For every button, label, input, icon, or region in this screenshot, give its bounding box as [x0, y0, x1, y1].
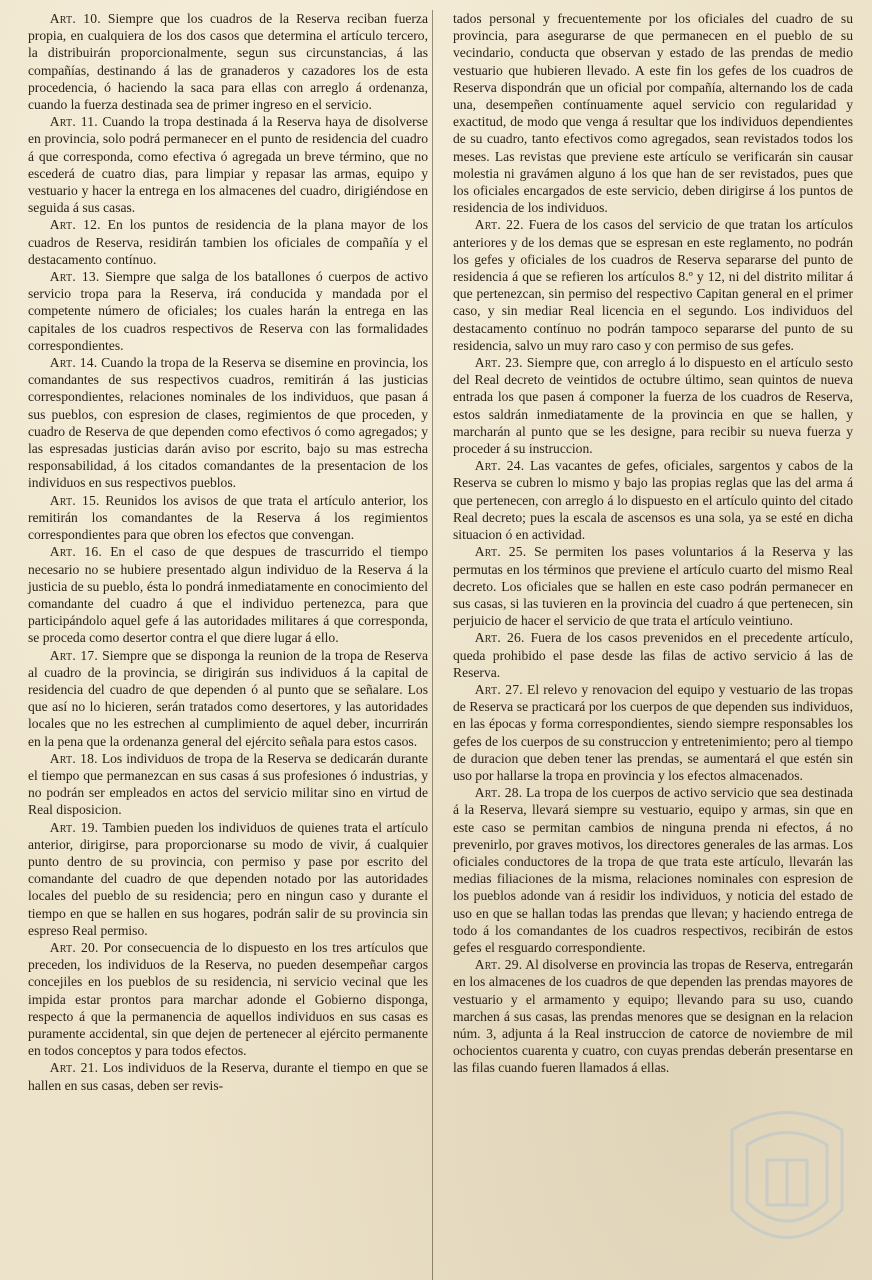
- article-number: Art. 10.: [49, 11, 101, 26]
- article-number: Art. 23.: [474, 355, 523, 371]
- article-text: tados personal y frecuentemente por los oficiales del cuadro de su provincia, para asegurarse de que permanecen en el pueblo de su vecindario, conducta que observan y estado de las prendas de medio vestuario que hubieren llevado. A este fin los gefes de los cuadros de Reserva dispondrán que un oficial por compañía, alternando los de cada una, desempeñen contínuamente aquel servicio con regularidad y exactitud, de modo que venga á resultar que los individuos dependientes de su cuadro, tanto efectivos como agregados, sean revistados todos los meses. Las revistas que previene este artículo se verificarán sin causar molestia ni gravámen alguno á los que han de ser revistados, pues que los oficiales encargados de este servicio, deben dirigirse á los puntos de residencia de los individuos.: [453, 11, 853, 216]
- article-number: Art. 22.: [474, 217, 524, 233]
- article-paragraph: [28, 492, 428, 544]
- article-paragraph: [28, 939, 428, 1059]
- article-number: Art. 16.: [49, 544, 102, 560]
- article-paragraph: [28, 216, 428, 268]
- article-paragraph: [453, 681, 853, 784]
- article-text: Los individuos de la Reserva, durante el tiempo en que se hallen en sus casas, deben ser revis-: [28, 1060, 428, 1093]
- article-paragraph: [28, 113, 428, 216]
- article-number: Art. 13.: [49, 269, 100, 285]
- article-number: Art. 19.: [49, 819, 99, 835]
- article-text: Cuando la tropa destinada á la Reserva haya de disolverse en provincia, solo podrá permanecer en el punto de residencia del cuadro á que corresponda, como efectiva ó agregada un breve término, que no escederá de cuatro dias, para limpiar y repasar las armas, equipo y vestuario y hacer la entrega en los almacenes del cuadro, dirigiéndose en seguida á sus casas.: [28, 114, 428, 216]
- article-paragraph: [453, 216, 853, 354]
- article-paragraph: [453, 543, 853, 629]
- article-paragraph: [28, 268, 428, 354]
- article-paragraph: [453, 629, 853, 681]
- article-paragraph: [453, 457, 853, 543]
- right-column: [451, 10, 853, 1280]
- article-text: Por consecuencia de lo dispuesto en los tres artículos que preceden, los individuos de la Reserva, no pueden desempeñar cargos concejiles en los pueblos de su residencia, ni servicio vecinal que les impida estar prontos para marchar adonde el Gobierno disponga, respecto á que la permanencia de aquellos individuos en sus casas es puramente accidental, sin que dejen de pertenecer al ejército permanente en todos conceptos y para todos efectos.: [28, 939, 428, 1059]
- article-paragraph: [453, 354, 853, 457]
- article-paragraph: [28, 1059, 428, 1093]
- article-paragraph: [453, 956, 853, 1076]
- article-text: Reunidos los avisos de que trata el artículo anterior, los remitirán los comandantes de la Reserva á los regimientos correspondientes para que obren los efectos que convengan.: [28, 492, 429, 543]
- article-text: Cuando la tropa de la Reserva se disemine en provincia, los comandantes de sus respectivos cuadros, remitirán á las justicias correspondientes, relaciones nominales de los individuos, que pasan á sus pueblos, con espresion de clases, regimientos de que proceden, y cuadro de Reserva de que dependen como efectivos ó como agregados; y las espresadas justicias darán aviso por escrito, bajo su mas estrecha responsabilidad, á los citados comandantes de la presentacion de los individuos en sus respectivos pueblos.: [28, 355, 428, 491]
- article-text: Al disolverse en provincia las tropas de Reserva, entregarán en los almacenes de los cuadros de que dependen las prendas mayores de vestuario y el armamento y equipo; llevando para su uso, cuando marchen á sus casas, las prendas menores que se designan en la relacion núm. 3, adjunta á la Real instruccion de catorce de noviembre de mil ochocientos cuarenta y cuatro, con cuyas prendas deberán presentarse en las filas cuando fueren llamados á ellas.: [453, 957, 853, 1076]
- article-number: Art. 28.: [474, 785, 523, 801]
- article-number: Art. 12.: [49, 217, 101, 233]
- article-paragraph: [453, 10, 853, 216]
- article-text: Fuera de los casos del servicio de que tratan los artículos anteriores y de los demas que se espresan en este reglamento, no podrán los gefes y oficiales de los cuadros de Reserva separarse del punto de residencia á que se refieren los artículos 8.º y 12, ni del distrito militar á que pertenezcan, sin permiso del respectivo Capitan general en el primer caso, y sin mediar Real licencia en el segundo. Los individuos del destacamento contínuo no podrán tampoco separarse del punto de su residencia, salvo un muy raro caso y con permiso de sus gefes.: [453, 217, 853, 353]
- article-paragraph: [28, 10, 428, 113]
- article-number: Art. 26.: [474, 630, 525, 646]
- article-text: En los puntos de residencia de la plana mayor de los cuadros de Reserva, residirán tambien los oficiales de compañía y el destacamento contínuo.: [28, 217, 428, 267]
- article-number: Art. 15.: [49, 492, 100, 508]
- article-number: Art. 17.: [49, 647, 98, 663]
- article-text: Se permiten los pases voluntarios á la Reserva y las permutas en los términos que previene el artículo cuarto del mismo Real decreto. Los oficiales que se hallen en este caso podrán permanecer en sus casas, si las tuvieren en la provincia del cuadro á que pertenecen, sin perjuicio de hacer el servicio de que trata el artículo veintiuno.: [453, 544, 853, 629]
- article-text: Siempre que se disponga la reunion de la tropa de Reserva al cuadro de la provincia, se dirigirán sus individuos á la capital de residencia del cuadro de que dependen ó al punto que se señalare. Los que así no lo hicieren, serán tratados como desertores, y las autoridades locales que no les estrechen al cumplimiento de aquel deber, incurrirán en la pena que la ordenanza general del ejército señala para estos casos.: [28, 647, 428, 749]
- article-text: Tambien pueden los individuos de quienes trata el artículo anterior, dirigirse, para proporcionarse su modo de vivir, á cualquier punto dentro de su provincia, con permiso y pase por escrito del comandante del cuadro de que dependen notado por las autoridades locales del pueblo de su residencia; pero en ningun caso y durante el tiempo en que se hallen en sus hogares, podrán salir de su provincia sin espreso Real permiso.: [28, 819, 428, 938]
- article-text: Siempre que los cuadros de la Reserva reciban fuerza propia, en cualquiera de los dos casos que determina el artículo tercero, la distribuirán proporcionalmente, segun sus circunstancias, á las compañías, destinando á las de granaderos y cazadores los de esta procedencia, ó haciendo la saca para ellas con arreglo á ordenanza, cuando la fuerza destinada sea de primer ingreso en el servicio.: [28, 11, 428, 113]
- article-paragraph: [28, 750, 428, 819]
- article-text: Siempre que salga de los batallones ó cuerpos de activo servicio tropa para la Reserva, irá conducida y mandada por el competente número de oficiales; los cuales harán la entrega en las capitales de los cuadros respectivos de Reserva con las formalidades correspondientes.: [28, 269, 428, 353]
- article-number: Art. 20.: [49, 939, 99, 955]
- article-number: Art. 24.: [474, 458, 525, 474]
- article-text: Fuera de los casos prevenidos en el precedente artículo, queda prohibido el pase desde las filas de activo servicio á las de Reserva.: [453, 630, 854, 680]
- article-paragraph: [28, 819, 428, 939]
- article-text: El relevo y renovacion del equipo y vestuario de las tropas de Reserva se practicará por los cuerpos de que dependen sus individuos, en las épocas y forma correspondientes, siendo siempre responsables los gefes de los cuerpos de su construccion y entretenimiento; pero al tiempo de duracion que deben tener las prendas, se aumentará el que estén sin uso por hallarse la tropa en provincia y los efectos almacenados.: [453, 681, 853, 783]
- article-paragraph: [28, 543, 428, 646]
- article-text: Los individuos de tropa de la Reserva se dedicarán durante el tiempo que permanezcan en sus casas á sus profesiones ó industrias, y no podrán ser empleados en actos del servicio militar sino en virtud de Real disposicion.: [28, 750, 429, 818]
- article-text: La tropa de los cuerpos de activo servicio que sea destinada á la Reserva, llevará siempre su vestuario, equipo y armas, sin que en este caso se permitan cambios de ninguna prenda ni efectos, á no prevenirlo, por graves motivos, los directores generales de las armas. Los oficiales conductores de la tropa de que trata este artículo, llevarán las medias filiaciones de la misma, relaciones nominales con espresion de los pueblos adonde van á residir los individuos, y noticia del estado de uso en que se hallan todas las prendas que llevan; y haciendo entrega de todo á los comandantes de los cuadros respectivos, recibirán de estos gefes el resguardo correspondiente.: [453, 785, 853, 955]
- article-number: Art. 14.: [49, 355, 98, 371]
- article-number: Art. 29.: [474, 957, 523, 973]
- article-paragraph: [453, 784, 853, 956]
- left-column: [28, 10, 433, 1280]
- article-number: Art. 18.: [49, 750, 98, 766]
- article-text: Las vacantes de gefes, oficiales, sargentos y cabos de la Reserva se cubren lo mismo y bajo las propias reglas que las del arma á que pertenecen, con arreglo á lo dispuesto en el artículo quinto del citado Real decreto; pues la escala de ascensos es una sola, ya se esté en dicha situacion ó en actividad.: [453, 458, 853, 543]
- article-paragraph: [28, 354, 428, 492]
- article-number: Art. 21.: [49, 1060, 99, 1076]
- article-number: Art. 11.: [49, 114, 98, 130]
- article-number: Art. 27.: [474, 681, 523, 697]
- article-text: En el caso de que despues de trascurrido el tiempo necesario no se hubiere presentado algun individuo de la Reserva á la justicia de su pueblo, ésta lo pondrá inmediatamente en conocimiento del comandante del cuadro á que el individuo pertenezca, para que participándolo aquel gefe á las autoridades militares á que corresponda, se proceda como desertor contra el que diere lugar á ello.: [28, 544, 428, 646]
- article-number: Art. 25.: [474, 544, 527, 560]
- article-paragraph: [28, 647, 428, 750]
- article-text: Siempre que, con arreglo á lo dispuesto en el artículo sesto del Real decreto de veintidos de octubre último, sean quintos de nueva entrada los que pasen á componer la fuerza de los cuadros de Reserva, estos saldrán inmediatamente de la provincia en que se hallen, y marcharán al punto que se les designe, para recibir su nueva fuerza y proceder á su instruccion.: [453, 355, 853, 457]
